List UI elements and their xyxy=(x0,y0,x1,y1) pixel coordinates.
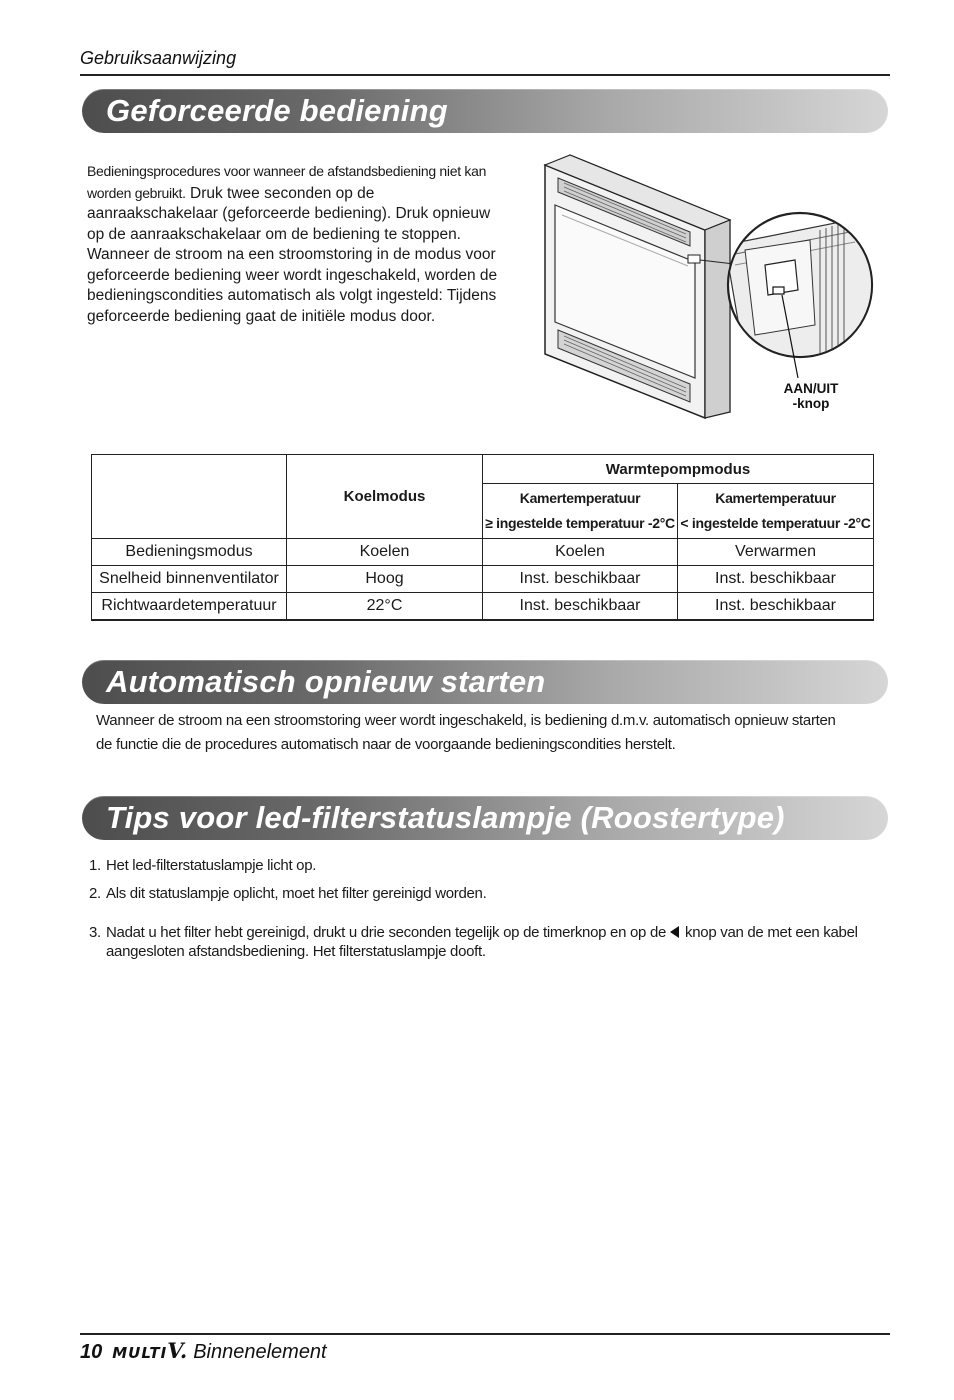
restart-line1: Wanneer de stroom na een stroomstoring weer wordt ingeschakeld, is bediening d.m.v. automatisch opnieuw starten xyxy=(96,712,836,729)
intro-line1: Bedieningsprocedures voor wanneer de afstandsbediening niet kan xyxy=(87,163,487,179)
on-off-button-label xyxy=(772,381,850,411)
list-item xyxy=(89,856,889,875)
list-text-a: Nadat u het filter hebt gereinigd, drukt u drie seconden tegelijk op de timerknop en op de xyxy=(106,924,667,941)
hp2-value: Inst. beschikbaar xyxy=(678,566,874,593)
section-title: Geforceerde bediening xyxy=(106,93,448,128)
list-text-b: knop van de met een kabel aangesloten afstandsbediening. Het filterstatuslampje dooft. xyxy=(106,924,858,960)
label-line1: AAN/UIT xyxy=(783,381,839,396)
subheader-room-temp-lt xyxy=(678,484,874,539)
row-label: Snelheid binnenventilator xyxy=(92,566,287,593)
sub2-condition: < ingestelde temperatuur -2°C xyxy=(680,515,871,531)
hp1-value: Koelen xyxy=(483,539,678,566)
left-triangle-icon xyxy=(670,926,679,938)
brand-logo-text: MULTI xyxy=(112,1344,168,1362)
header-heatpump-mode: Warmtepompmodus xyxy=(483,455,874,484)
sub1-condition: ≥ ingestelde temperatuur -2°C xyxy=(485,515,675,531)
operation-conditions-table xyxy=(91,454,874,621)
cool-value: Hoog xyxy=(287,566,483,593)
hp1-value: Inst. beschikbaar xyxy=(483,593,678,621)
hp2-value: Verwarmen xyxy=(678,539,874,566)
list-text xyxy=(106,923,879,961)
section-header-auto-restart xyxy=(82,660,888,704)
list-text: Als dit statuslampje oplicht, moet het filter gereinigd worden. xyxy=(106,885,487,902)
table-corner-cell xyxy=(92,455,287,539)
section-header-filter-tips xyxy=(82,796,888,840)
label-line2: -knop xyxy=(792,396,830,411)
intro-line3: Wanneer de stroom na een stroomstoring in de modus voor geforceerde bediening weer wordt ingeschakeld, worden de bedieningscondities automatisch als volgt ingesteld: Tijdens geforceerde bediening gaat de initiële modus door. xyxy=(87,246,498,325)
row-label: Richtwaardetemperatuur xyxy=(92,593,287,621)
footer-subtitle: Binnenelement xyxy=(193,1341,327,1363)
table-row xyxy=(92,566,874,593)
list-number: 2. xyxy=(89,885,101,902)
cool-value: Koelen xyxy=(287,539,483,566)
running-head: Gebruiksaanwijzing xyxy=(80,48,237,68)
cool-value: 22°C xyxy=(287,593,483,621)
restart-line2: de functie die de procedures automatisch naar de voorgaande bedieningscondities herstelt. xyxy=(96,736,676,753)
list-number: 1. xyxy=(89,857,101,874)
indoor-unit-illustration xyxy=(530,150,880,420)
page-number: 10 xyxy=(80,1341,103,1363)
table-row xyxy=(92,539,874,566)
intro-paragraph xyxy=(87,161,507,327)
section-title: Tips voor led-filterstatuslampje (Roostertype) xyxy=(106,800,785,835)
section-header-forced-operation xyxy=(82,89,888,133)
sub2-title: Kamertemperatuur xyxy=(715,490,836,506)
list-text: Het led-filterstatuslampje licht op. xyxy=(106,857,317,874)
page-footer xyxy=(80,1338,327,1364)
hp2-value: Inst. beschikbaar xyxy=(678,593,874,621)
header-rule xyxy=(80,74,890,76)
sub1-title: Kamertemperatuur xyxy=(519,490,641,506)
header-cool-mode: Koelmodus xyxy=(287,455,483,539)
auto-restart-paragraph xyxy=(96,709,896,757)
brand-logo-v: V. xyxy=(167,1338,188,1363)
intro-line2: worden gebruikt. xyxy=(87,184,186,201)
subheader-room-temp-ge xyxy=(483,484,678,539)
section-title: Automatisch opnieuw starten xyxy=(106,664,546,699)
row-label: Bedieningsmodus xyxy=(92,539,287,566)
intro-rest: Druk twee seconden op de aanraakschakelaar (geforceerde bediening). Druk opnieuw op de aanraakschakelaar om de bediening te stoppen. xyxy=(87,184,491,243)
table-row xyxy=(92,593,874,621)
list-number: 3. xyxy=(89,924,101,941)
list-item xyxy=(89,884,889,903)
footer-rule xyxy=(80,1333,890,1335)
hp1-value: Inst. beschikbaar xyxy=(483,566,678,593)
list-item xyxy=(89,923,879,961)
